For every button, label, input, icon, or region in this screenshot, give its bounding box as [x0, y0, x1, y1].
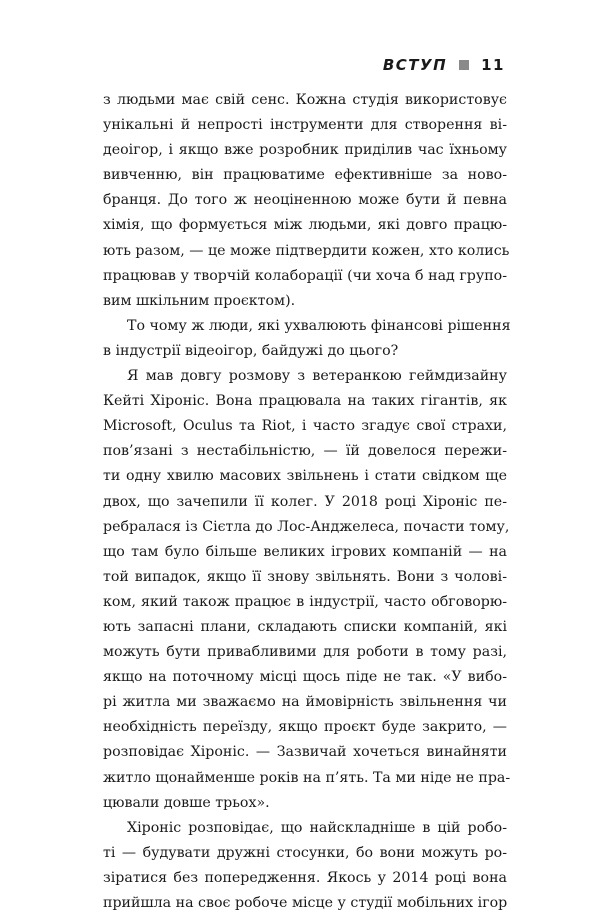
text-line: з людьми має свій сенс. Кожна студія використовує — [103, 92, 507, 108]
text-line: унікальні й непрості інструменти для створення ві- — [103, 117, 507, 134]
text-line: вим шкільним проєктом). — [103, 292, 296, 309]
section-title: ВСТУП — [382, 56, 448, 74]
text-line: той випадок, якщо її знову звільнять. Вони з чолові- — [103, 568, 507, 585]
text-line: розповідає Хіроніс. — Зазвичай хочеться винайняти — [103, 744, 507, 761]
separator-square-icon — [459, 60, 469, 70]
text-line: Кейті Хіроніс. Вона працювала на таких гігантів, як — [103, 393, 507, 410]
text-line: ють запасні плани, складають списки компаній, які — [103, 618, 507, 635]
text-line: пов’язані з нестабільністю, — їй довелося пережи- — [103, 443, 507, 460]
text-line: працював у творчій колаборації (чи хоча б над групо- — [103, 267, 507, 284]
text-line: ком, який також працює в індустрії, часто обговорю- — [103, 593, 507, 610]
text-line: ребралася із Сієтла до Лос-Анджелеса, почасти тому, — [103, 518, 510, 535]
text-line: вивченню, він працюватиме ефективніше за ново- — [103, 167, 507, 184]
text-line: ти одну хвилю масових звільнень і стати свідком ще — [103, 468, 507, 485]
page-number: 11 — [481, 56, 505, 74]
running-head — [383, 56, 505, 74]
text-line: деоігор, і якщо вже розробник приділив час їхньому — [103, 142, 507, 159]
text-line: необхідність переїзду, якщо проєкт буде закрито, — — [103, 719, 507, 736]
text-line: То чому ж люди, які ухвалюють фінансові рішення — [127, 317, 511, 334]
body-text — [103, 88, 511, 916]
text-line: прийшла на своє робоче місце у студії мобільних ігор — [103, 895, 508, 911]
text-line: Я мав довгу розмову з ветеранкою геймдизайну — [127, 368, 507, 385]
text-line: ті — будувати дружні стосунки, бо вони можуть ро- — [103, 844, 507, 861]
text-line: можуть бути привабливими для роботи в тому разі, — [103, 644, 507, 661]
text-line: в індустрії відеоігор, байдужі до цього? — [103, 342, 399, 359]
text-line: зіратися без попередження. Якось у 2014 році вона — [103, 869, 507, 886]
text-line: бранця. До того ж неоціненною може бути й певна — [103, 192, 507, 209]
text-line: ють разом, — це може підтвердити кожен, хто колись — [103, 242, 510, 259]
text-line: Microsoft, Oculus та Riot, і часто згадує свої страхи, — [103, 418, 507, 435]
text-line: рі житла ми зважаємо на ймовірність звільнення чи — [103, 694, 507, 711]
text-line: житло щонайменше років на п’ять. Та ми ніде не пра- — [103, 769, 511, 786]
text-line: цювали довше трьох». — [103, 794, 270, 811]
text-line: двох, що зачепили її колег. У 2018 році Хіроніс пе- — [103, 493, 507, 510]
text-line: хімія, що формується між людьми, які довго працю- — [103, 217, 507, 234]
text-line: Хіроніс розповідає, що найскладніше в цій робо- — [127, 819, 507, 836]
text-line: що там було більше великих ігрових компаній — на — [103, 543, 507, 560]
text-line: якщо на поточному місці щось піде не так. «У вибо- — [103, 669, 507, 686]
